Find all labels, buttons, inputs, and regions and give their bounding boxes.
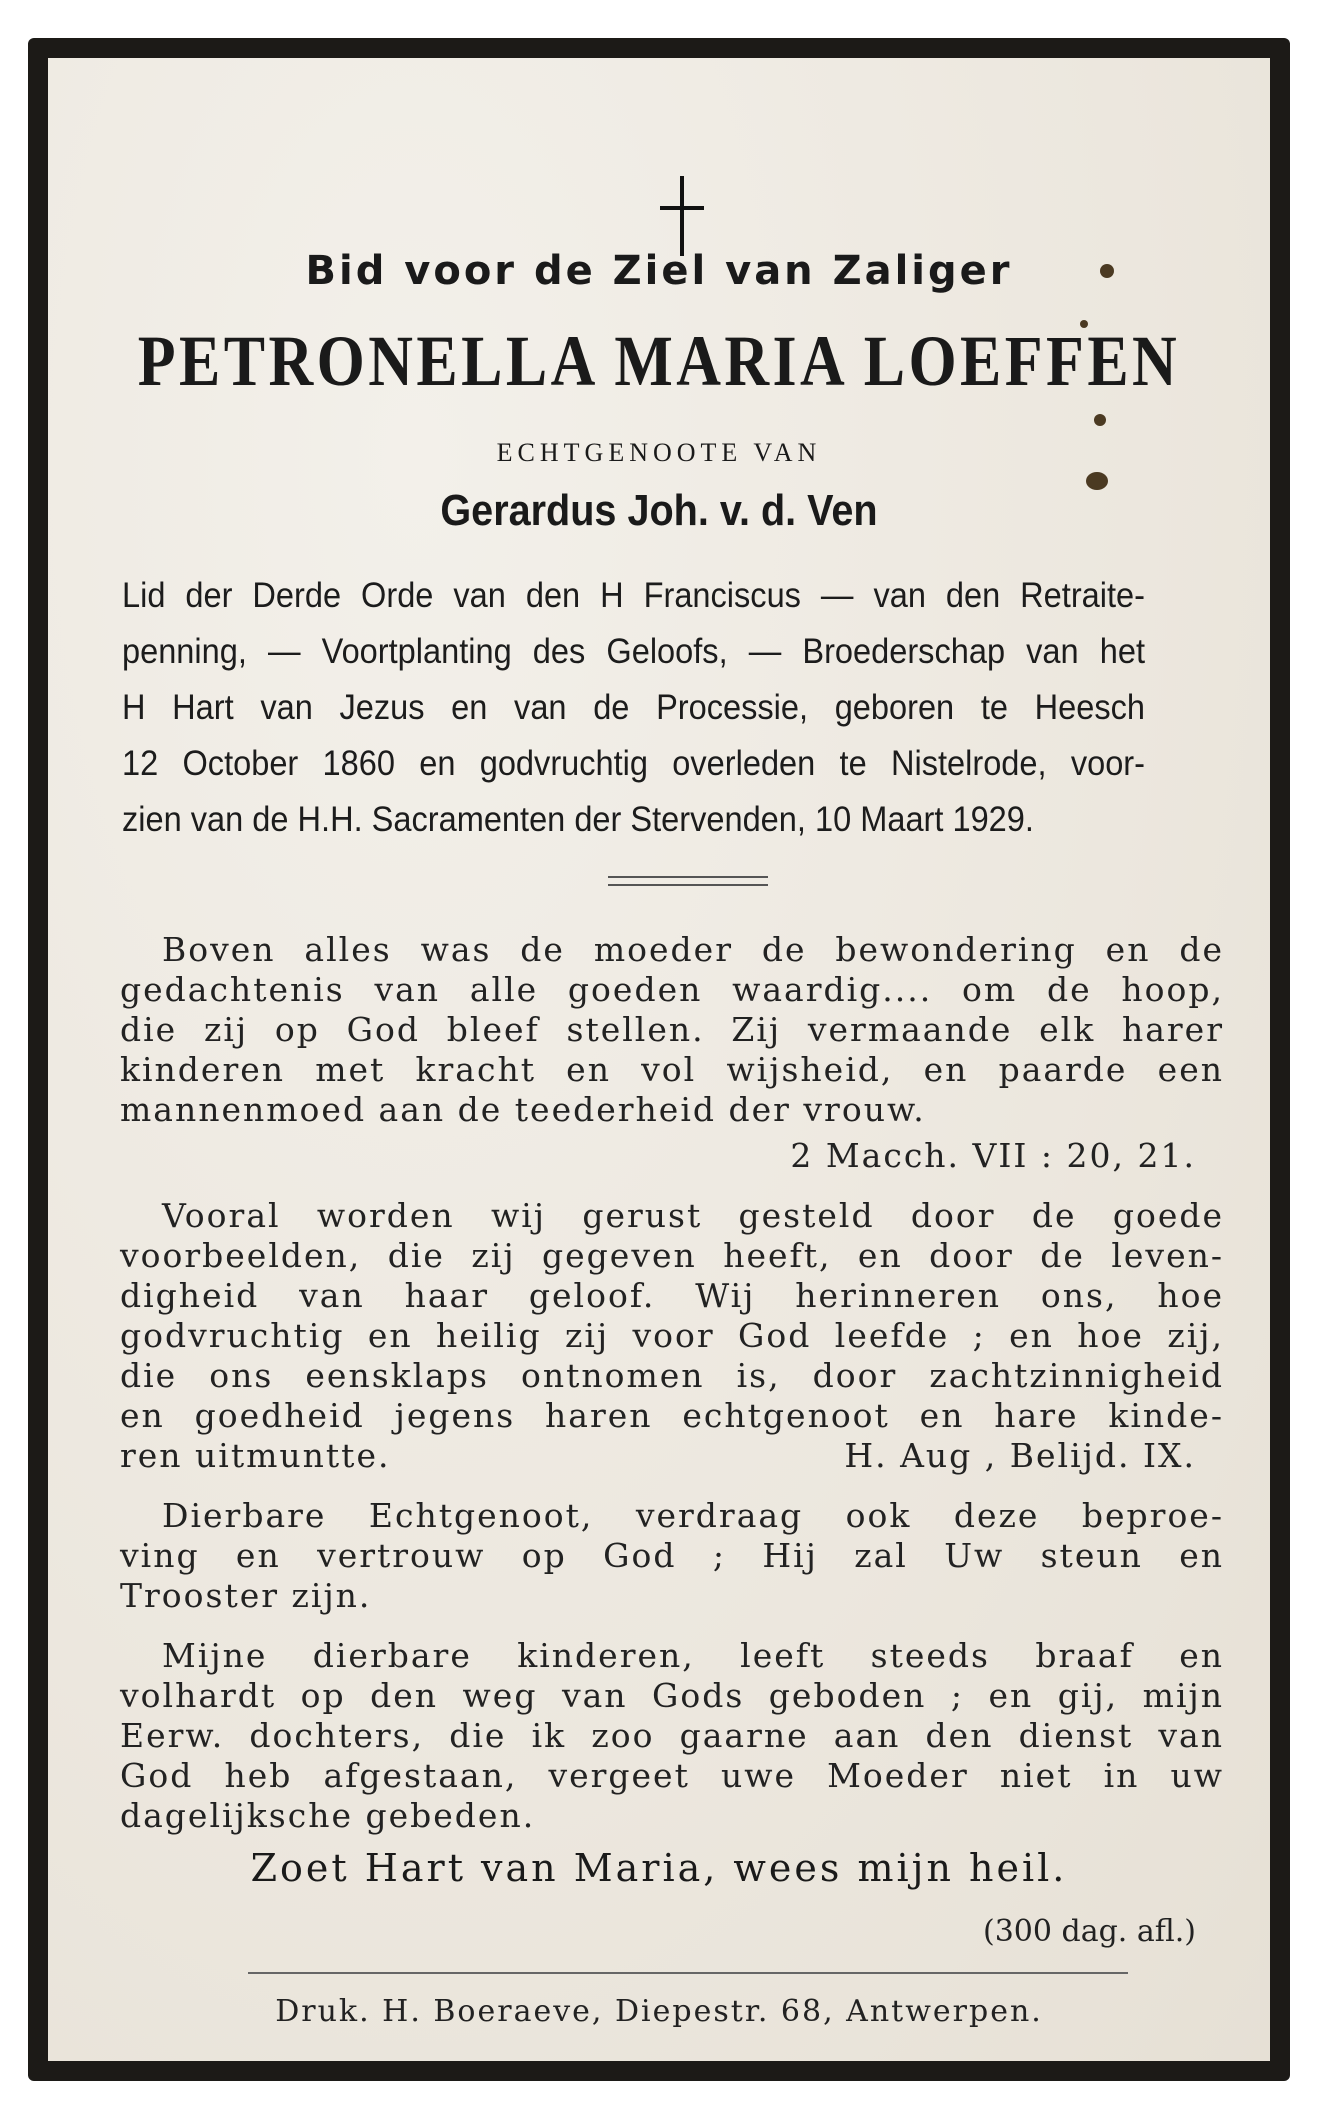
- passage-line: ren uitmuntte.: [120, 1436, 391, 1475]
- passage-line: dagelijksche gebeden.: [120, 1796, 536, 1835]
- passage-line: Boven alles was de moeder de bewondering en de: [162, 930, 1224, 969]
- divider: [608, 876, 768, 878]
- passage-line: mannenmoed aan de teederheid der vrouw.: [120, 1090, 926, 1129]
- prayer-line: Bid voor de Ziel van Zaliger: [305, 248, 1013, 294]
- passage-line: Mijne dierbare kinderen, leeft steeds braaf en: [162, 1636, 1224, 1675]
- scripture-reference: H. Aug , Belijd. IX.: [844, 1436, 1196, 1475]
- passage-line: Trooster zijn.: [120, 1576, 372, 1615]
- indulgence-note: (300 dag. afl.): [982, 1914, 1196, 1949]
- foxing-spot: [1094, 414, 1106, 426]
- biography-line: Lid der Derde Orde van den H Franciscus — van den Retraite-: [122, 576, 1145, 615]
- cross-icon: [660, 176, 704, 256]
- passage-line: ving en vertrouw op God ; Hij zal Uw steun en: [120, 1536, 1224, 1575]
- memorial-card: [28, 38, 1290, 2081]
- passage-line: volhardt op den weg van Gods geboden ; en gij, mijn: [120, 1676, 1224, 1715]
- spouse-name: Gerardus Joh. v. d. Ven: [440, 486, 878, 535]
- biography-line: zien van de H.H. Sacramenten der Stervenden, 10 Maart 1929.: [122, 800, 1034, 839]
- passage-line: voorbeelden, die zij gegeven heeft, en door de leven-: [120, 1236, 1224, 1275]
- scripture-reference: 2 Macch. VII : 20, 21.: [790, 1136, 1196, 1175]
- passage-line: godvruchtig en heilig zij voor God leefde ; en hoe zij,: [120, 1316, 1224, 1355]
- deceased-name: PETRONELLA MARIA LOEFFEN: [137, 321, 1181, 401]
- passage-line: die zij op God bleef stellen. Zij vermaande elk harer: [120, 1010, 1224, 1049]
- passage-line: gedachtenis van alle goeden waardig.... om de hoop,: [120, 970, 1224, 1009]
- card-paper: [48, 58, 1270, 2061]
- passage-line: digheid van haar geloof. Wij herinneren ons, hoe: [120, 1276, 1224, 1315]
- passage-line: God heb afgestaan, vergeet uwe Moeder niet in uw: [120, 1756, 1224, 1795]
- divider: [608, 884, 768, 886]
- passage-line: en goedheid jegens haren echtgenoot en hare kinde-: [120, 1396, 1224, 1435]
- passage-line: Eerw. dochters, die ik zoo gaarne aan den dienst van: [120, 1716, 1224, 1755]
- passage-line: kinderen met kracht en vol wijsheid, en paarde een: [120, 1050, 1224, 1089]
- biography-line: H Hart van Jezus en van de Processie, geboren te Heesch: [122, 688, 1145, 727]
- footer-rule: [248, 1972, 1128, 1974]
- passage-line: die ons eensklaps ontnomen is, door zachtzinnigheid: [120, 1356, 1224, 1395]
- spouse-label: ECHTGENOOTE VAN: [496, 438, 822, 467]
- passage-line: Vooral worden wij gerust gesteld door de goede: [162, 1196, 1224, 1235]
- biography-line: 12 October 1860 en godvruchtig overleden te Nistelrode, voor-: [122, 744, 1145, 783]
- closing-invocation: Zoet Hart van Maria, wees mijn heil.: [250, 1846, 1068, 1890]
- biography-line: penning, — Voortplanting des Geloofs, — Broederschap van het: [122, 632, 1145, 671]
- printer-imprint: Druk. H. Boeraeve, Diepestr. 68, Antwerpen.: [275, 1994, 1043, 2029]
- passage-line: Dierbare Echtgenoot, verdraag ook deze beproe-: [162, 1496, 1224, 1535]
